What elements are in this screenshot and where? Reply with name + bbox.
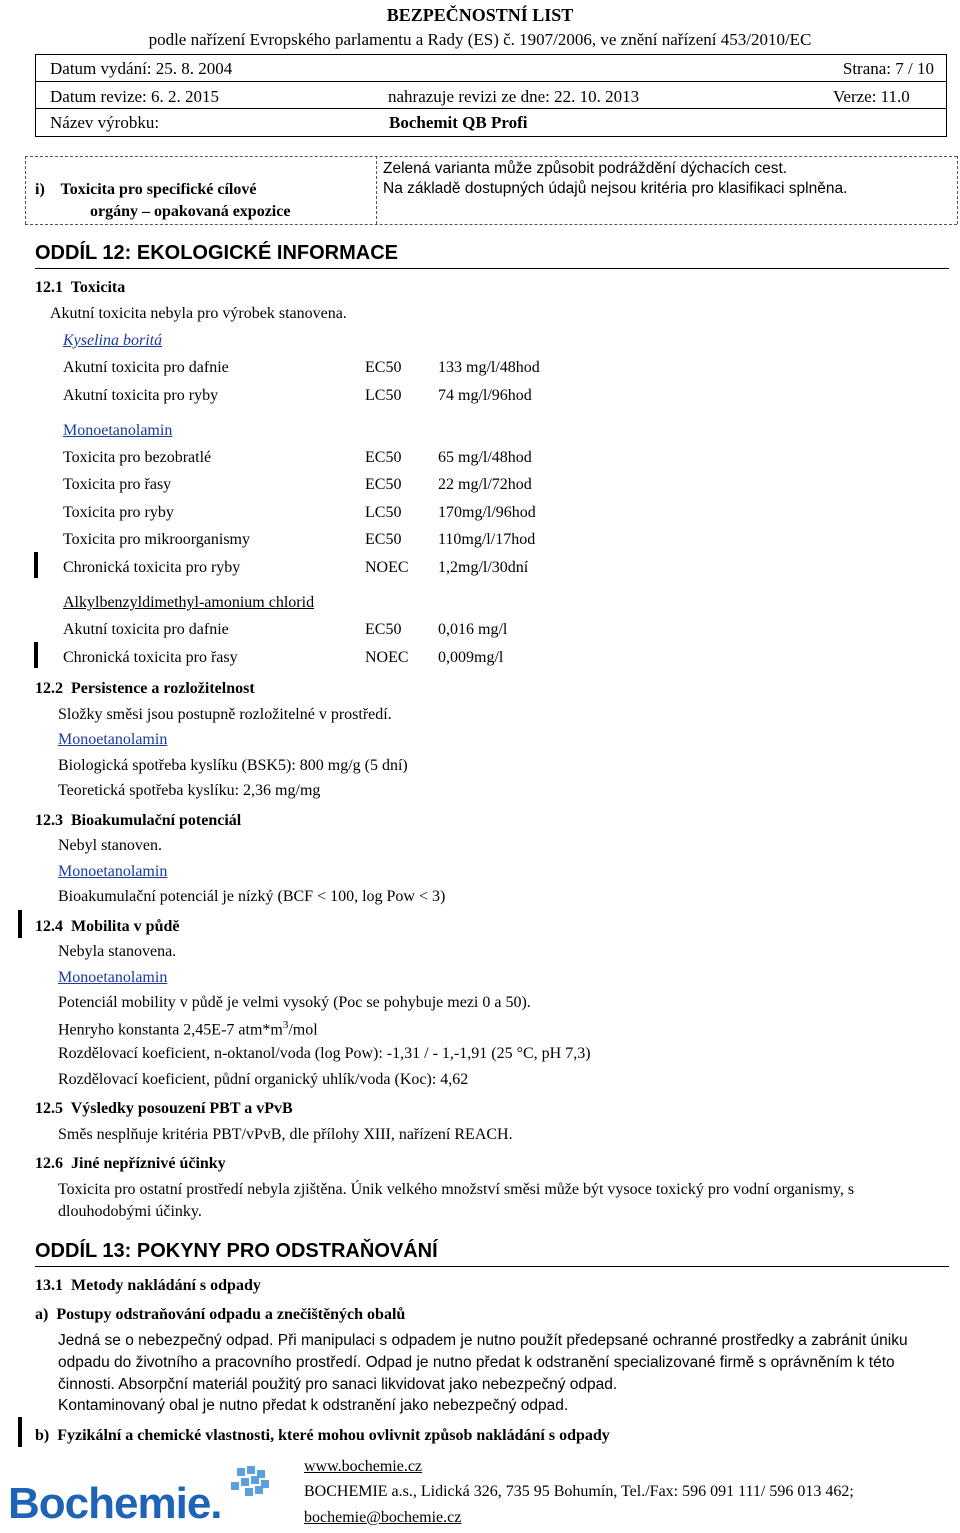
waste-packaging-text: Kontaminovaný obal je nutno předat k odstranění jako nebezpečný odpad.	[58, 1397, 569, 1414]
page-number: Strana: 7 / 10	[842, 59, 934, 78]
toxicity-value: 0,009mg/l	[438, 649, 504, 666]
toxicity-type: EC50	[365, 621, 402, 638]
persistence-line-2: Teoretická spotřeba kyslíku: 2,36 mg/mg	[58, 782, 321, 799]
version: Verze: 11.0	[833, 87, 910, 106]
mobility-line-2: Henryho konstanta 2,45E-7 $atm*m^3$/mol	[58, 1019, 318, 1039]
toxicity-value: 133 mg/l/48hod	[438, 359, 540, 376]
subsection-12-4-title: 12.4 Mobilita v půdě	[35, 918, 180, 935]
table-label-2: orgány – opakovaná expozice	[90, 203, 291, 220]
revision-marker	[18, 1417, 22, 1447]
toxicity-value: 65 mg/l/48hod	[438, 449, 532, 466]
toxicity-value: 110mg/l/17hod	[438, 531, 536, 548]
subsection-13-b-title: b) Fyzikální a chemické vlastnosti, které mohou ovlivnit způsob nakládání s odpady	[35, 1427, 610, 1444]
subsection-13-1-title: 13.1 Metody nakládání s odpady	[35, 1277, 261, 1294]
pbt-text: Směs nesplňuje kritéria PBT/vPvB, dle přílohy XIII, nařízení REACH.	[58, 1126, 513, 1143]
subsection-12-6-title: 12.6 Jiné nepříznivé účinky	[35, 1155, 226, 1172]
toxicity-type: NOEC	[365, 649, 409, 666]
toxicity-value: 22 mg/l/72hod	[438, 476, 532, 493]
revision-marker	[34, 642, 38, 668]
toxicity-name: Toxicita pro bezobratlé	[63, 449, 212, 466]
toxicity-value: 0,016 mg/l	[438, 621, 508, 638]
document-title: BEZPEČNOSTNÍ LIST	[386, 5, 574, 25]
toxicity-name: Chronická toxicita pro řasy	[63, 649, 238, 666]
subsection-13-a-title: a) Postupy odstraňování odpadu a znečištěných obalů	[35, 1306, 406, 1323]
toxicity-name: Toxicita pro ryby	[63, 504, 174, 521]
mobility-line-3: Rozdělovací koeficient, n-oktanol/voda (log Pow): -1,31 / - 1,-1,91 (25 °C, pH 7,3)	[58, 1045, 591, 1062]
table-value-2: Na základě dostupných údajů nejsou kritéria pro klasifikaci splněna.	[383, 180, 848, 197]
persistence-substance: Monoetanolamin	[58, 731, 168, 748]
toxicity-value: 170mg/l/96hod	[438, 504, 536, 521]
mobility-text: Nebyla stanovena.	[58, 943, 177, 960]
substance-monoethanolamine: Monoetanolamin	[63, 422, 173, 439]
subsection-12-2-title: 12.2 Persistence a rozložitelnost	[35, 680, 255, 697]
replaces-revision: nahrazuje revizi ze dne: 22. 10. 2013	[388, 87, 640, 106]
toxicity-type: LC50	[365, 504, 402, 521]
mobility-line-4: Rozdělovací koeficient, půdní organický uhlík/voda (Koc): 4,62	[58, 1071, 469, 1088]
revision-marker	[34, 552, 38, 578]
toxicity-name: Akutní toxicita pro dafnie	[63, 359, 229, 376]
regulation-line: podle nařízení Evropského parlamentu a Rady (ES) č. 1907/2006, ve znění nařízení 453/2010/EC	[148, 30, 812, 49]
toxicity-intro: Akutní toxicita nebyla pro výrobek stanovena.	[50, 305, 347, 322]
toxicity-type: EC50	[365, 449, 402, 466]
revision-marker	[18, 910, 22, 938]
toxicity-type: LC50	[365, 387, 402, 404]
bioaccumulation-line-1: Bioakumulační potenciál je nízký (BCF < 100, log Pow < 3)	[58, 888, 446, 905]
table-value-1: Zelená varianta může způsobit podráždění dýchacích cest.	[383, 160, 788, 177]
toxicity-name: Akutní toxicita pro dafnie	[63, 621, 229, 638]
toxicity-name: Akutní toxicita pro ryby	[63, 387, 219, 404]
persistence-line-1: Biologická spotřeba kyslíku (BSK5): 800 mg/g (5 dní)	[58, 757, 408, 774]
product-label: Název výrobku:	[50, 113, 160, 132]
toxicity-value: 74 mg/l/96hod	[438, 387, 532, 404]
toxicity-name: Toxicita pro řasy	[63, 476, 172, 493]
footer-web-link[interactable]: www.bochemie.cz	[304, 1458, 423, 1475]
toxicity-type: EC50	[365, 531, 402, 548]
subsection-12-3-title: 12.3 Bioakumulační potenciál	[35, 812, 242, 829]
mobility-substance: Monoetanolamin	[58, 969, 168, 986]
substance-alkylbenzyl: Alkylbenzyldimethyl-amonium chlorid	[63, 594, 315, 611]
issue-date: Datum vydání: 25. 8. 2004	[50, 59, 233, 78]
toxicity-name: Toxicita pro mikroorganismy	[63, 531, 250, 548]
product-name: Bochemit QB Profi	[389, 113, 528, 132]
bioaccumulation-text: Nebyl stanoven.	[58, 837, 162, 854]
section-12-heading: ODDÍL 12: EKOLOGICKÉ INFORMACE	[35, 242, 398, 264]
mobility-line-1: Potenciál mobility v půdě je velmi vysoký (Poc se pohybuje mezi 0 a 50).	[58, 994, 531, 1011]
toxicity-name: Chronická toxicita pro ryby	[63, 559, 241, 576]
other-effects-text: Toxicita pro ostatní prostředí nebyla zjištěna. Únik velkého množství směsi může být vysoce toxický pro vodní organismy, s dlouhodobými účinky.	[58, 1181, 855, 1220]
table-label-1: i) Toxicita pro specifické cílové	[35, 181, 257, 198]
substance-boric-acid: Kyselina boritá	[63, 332, 163, 349]
subsection-12-1-title: 12.1 Toxicita	[35, 279, 126, 296]
footer-email-link[interactable]: bochemie@bochemie.cz	[304, 1509, 462, 1526]
toxicity-type: EC50	[365, 476, 402, 493]
toxicity-type: NOEC	[365, 559, 409, 576]
waste-procedures-text: Jedná se o nebezpečný odpad. Při manipulaci s odpadem je nutno použít předepsané ochranné prostředky a zabránit úniku odpadu do životního a pracovního prostředí. Odpad je nutno předat k odstranění specializované firmě s oprávněním k této činnosti. Absorpční materiál použitý pro sanaci likvidovat jako nebezpečný odpad.	[58, 1332, 908, 1393]
persistence-text: Složky směsi jsou postupně rozložitelné v prostředí.	[58, 706, 392, 723]
footer-address: BOCHEMIE a.s., Lidická 326, 735 95 Bohumín, Tel./Fax: 596 091 111/ 596 013 462;	[304, 1483, 854, 1500]
bioaccumulation-substance: Monoetanolamin	[58, 863, 168, 880]
subsection-12-5-title: 12.5 Výsledky posouzení PBT a vPvB	[35, 1100, 293, 1117]
toxicity-value: 1,2mg/l/30dní	[438, 559, 529, 576]
section-13-heading: ODDÍL 13: POKYNY PRO ODSTRAŇOVÁNÍ	[35, 1240, 438, 1262]
logo-wordmark: Bochemie.	[8, 1479, 222, 1528]
revision-date: Datum revize: 6. 2. 2015	[50, 87, 220, 106]
toxicity-type: EC50	[365, 359, 402, 376]
